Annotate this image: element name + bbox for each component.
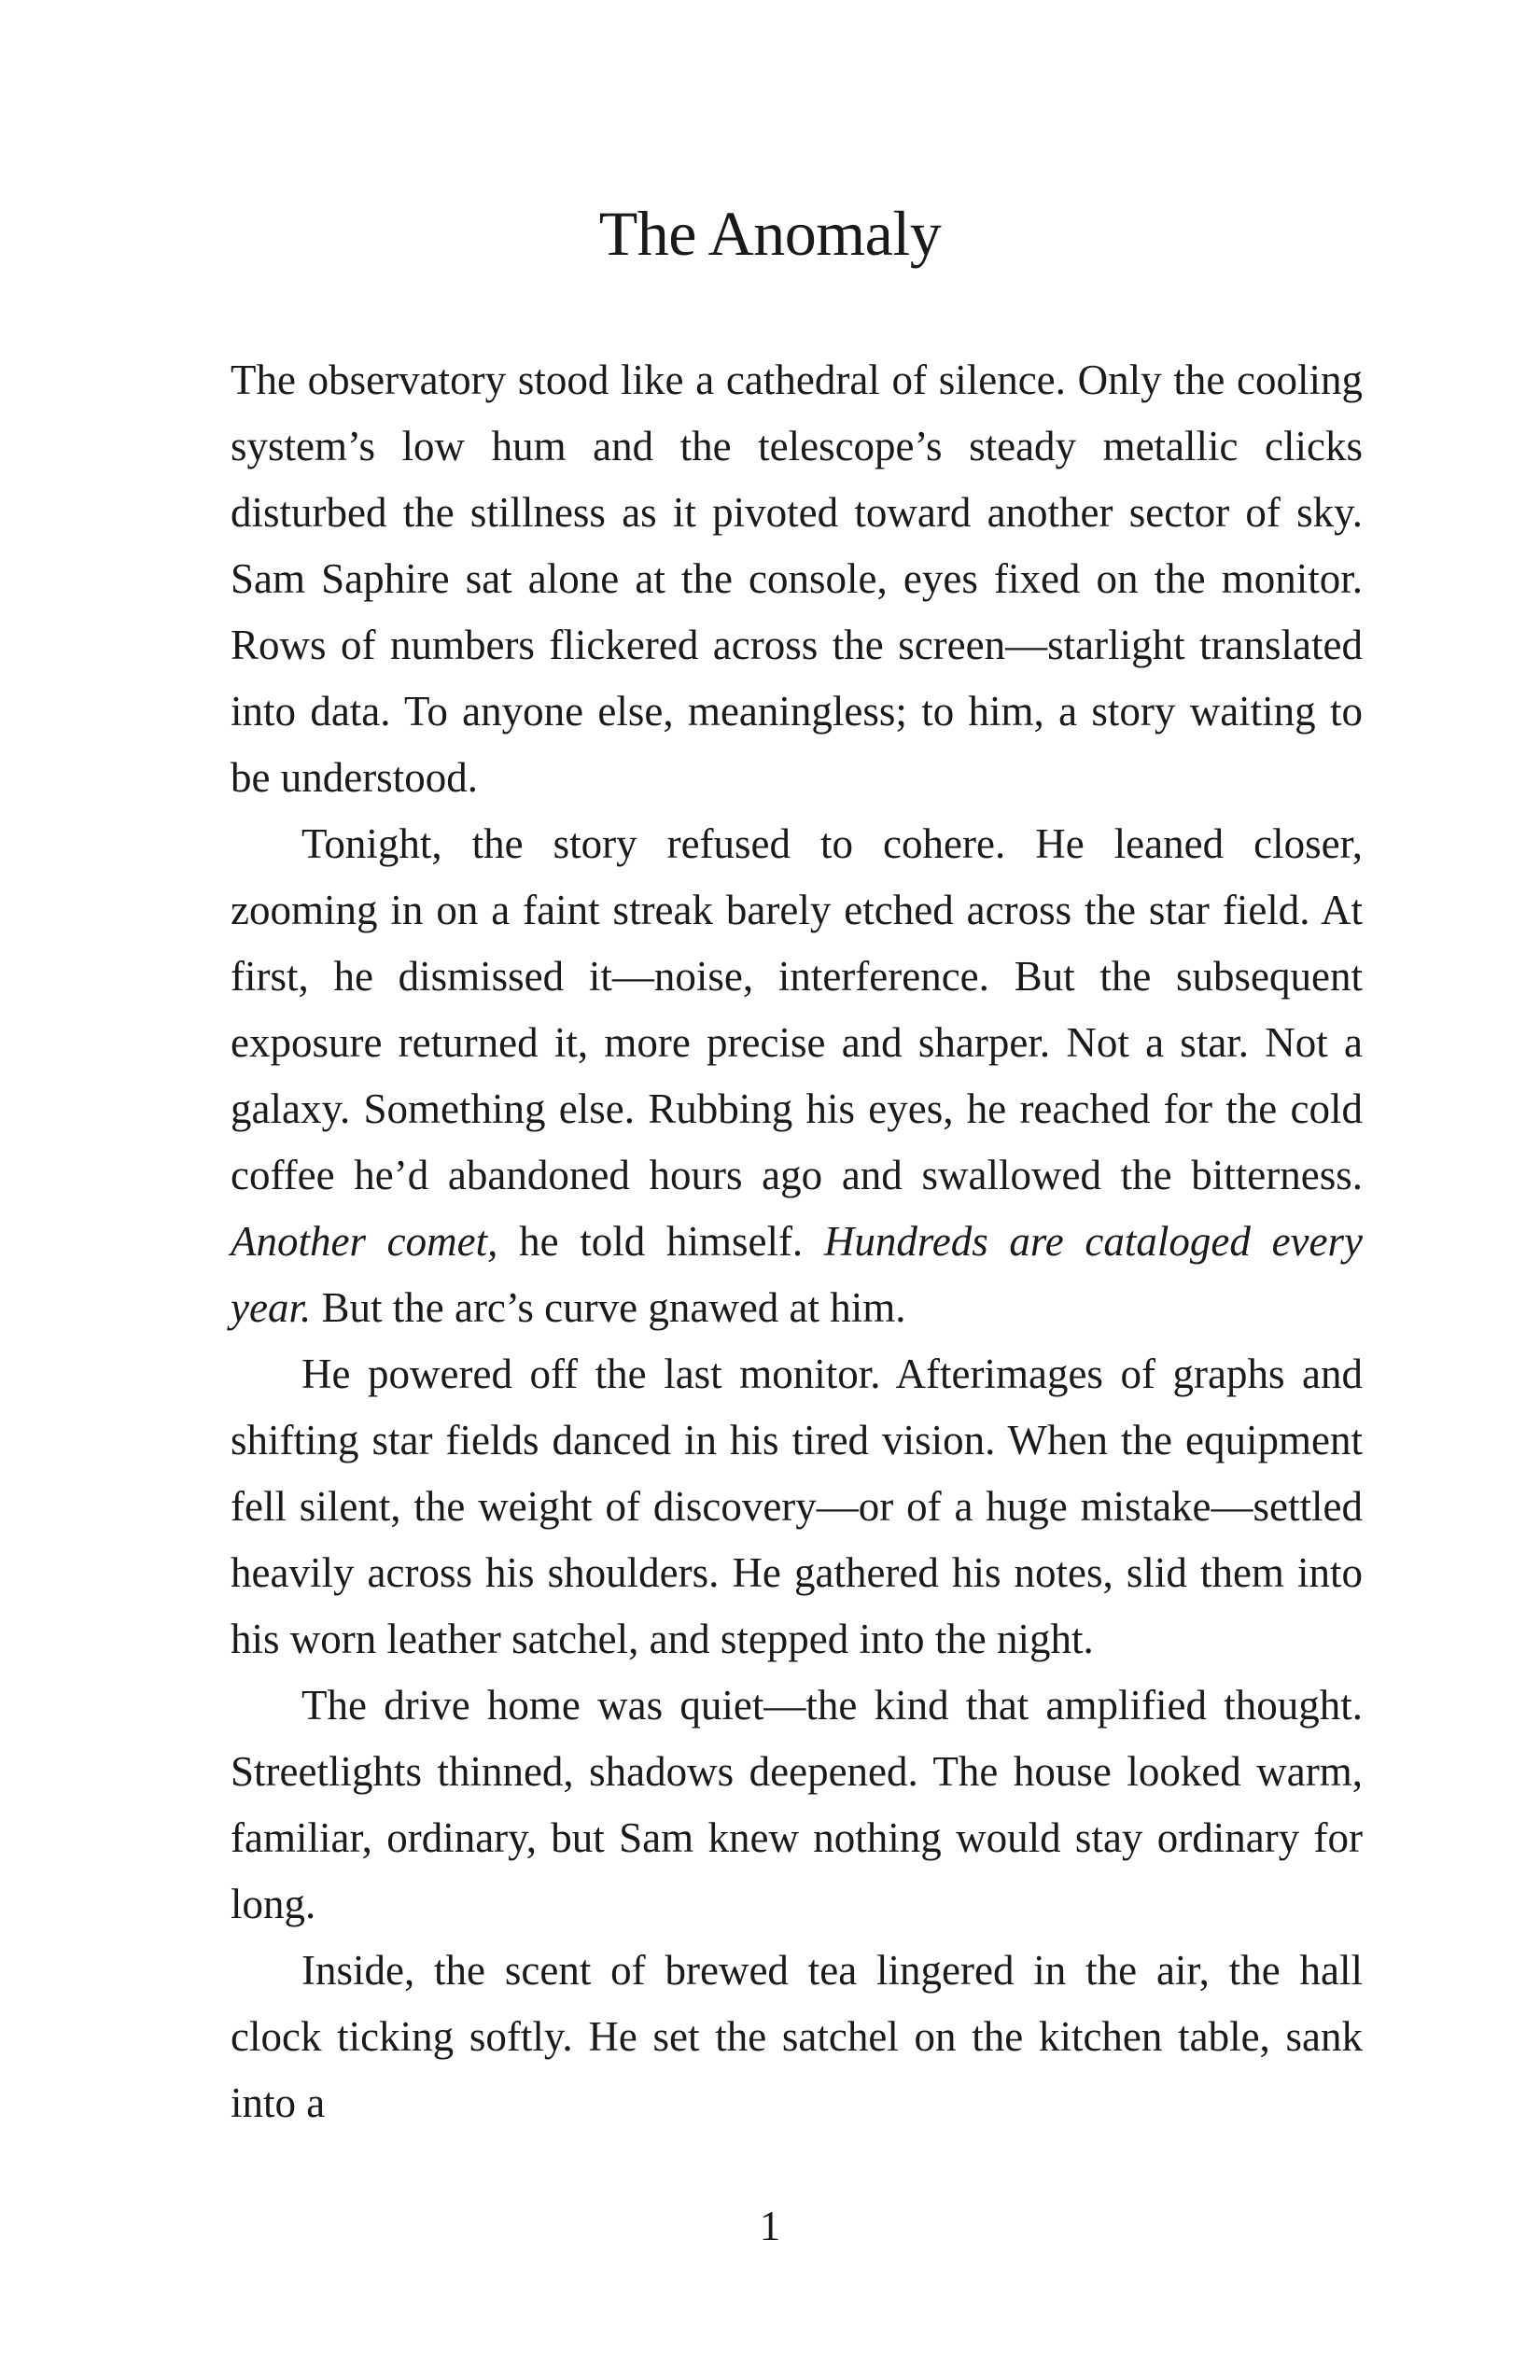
chapter-body bbox=[231, 347, 1363, 2136]
paragraph-2 bbox=[231, 811, 1363, 1341]
paragraph-5: Inside, the scent of brewed tea lingered in the air, the hall clock ticking softly. He set the satchel on the kitchen table, sank into a bbox=[231, 1947, 1363, 2126]
paragraph-2-text-1: Tonight, the story refused to cohere. He leaned closer, zooming in on a faint streak barely etched across the star field. At first, he dismissed it—noise, interference. But the subsequent exposure returned it, more precise and sharper. Not a star. Not a galaxy. Something else. Rubbing his eyes, he reached for the cold coffee he’d abandoned hours ago and swallowed the bitterness. bbox=[231, 820, 1363, 1198]
paragraph-2-text-2: he told himself. bbox=[497, 1218, 824, 1265]
paragraph-2-italic-thought-2: Hundreds are cataloged every year. bbox=[231, 1218, 1363, 1331]
page-number: 1 bbox=[759, 2203, 781, 2249]
paragraph-4: The drive home was quiet—the kind that amplified thought. Streetlights thinned, shadows deepened. The house looked warm, familiar, ordinary, but Sam knew nothing would stay ordinary for long. bbox=[231, 1682, 1363, 1927]
chapter-title: The Anomaly bbox=[598, 198, 942, 269]
paragraph-2-text-3: But the arc’s curve gnawed at him. bbox=[311, 1284, 906, 1331]
paragraph-1: The observatory stood like a cathedral of silence. Only the cooling system’s low hum and the telescope’s steady metallic clicks disturbed the stillness as it pivoted toward another sector of sky. Sam Saphire sat alone at the console, eyes fixed on the monitor. Rows of numbers flickered across the screen—starlight translated into data. To anyone else, meaningless; to him, a story waiting to be understood. bbox=[231, 357, 1363, 801]
paragraph-2-italic-thought-1: Another comet, bbox=[231, 1218, 498, 1265]
paragraph-3: He powered off the last monitor. Afterimages of graphs and shifting star fields danced in his tired vision. When the equipment fell silent, the weight of discovery—or of a huge mistake—settled heavily across his shoulders. He gathered his notes, slid them into his worn leather satchel, and stepped into the night. bbox=[231, 1351, 1363, 1662]
